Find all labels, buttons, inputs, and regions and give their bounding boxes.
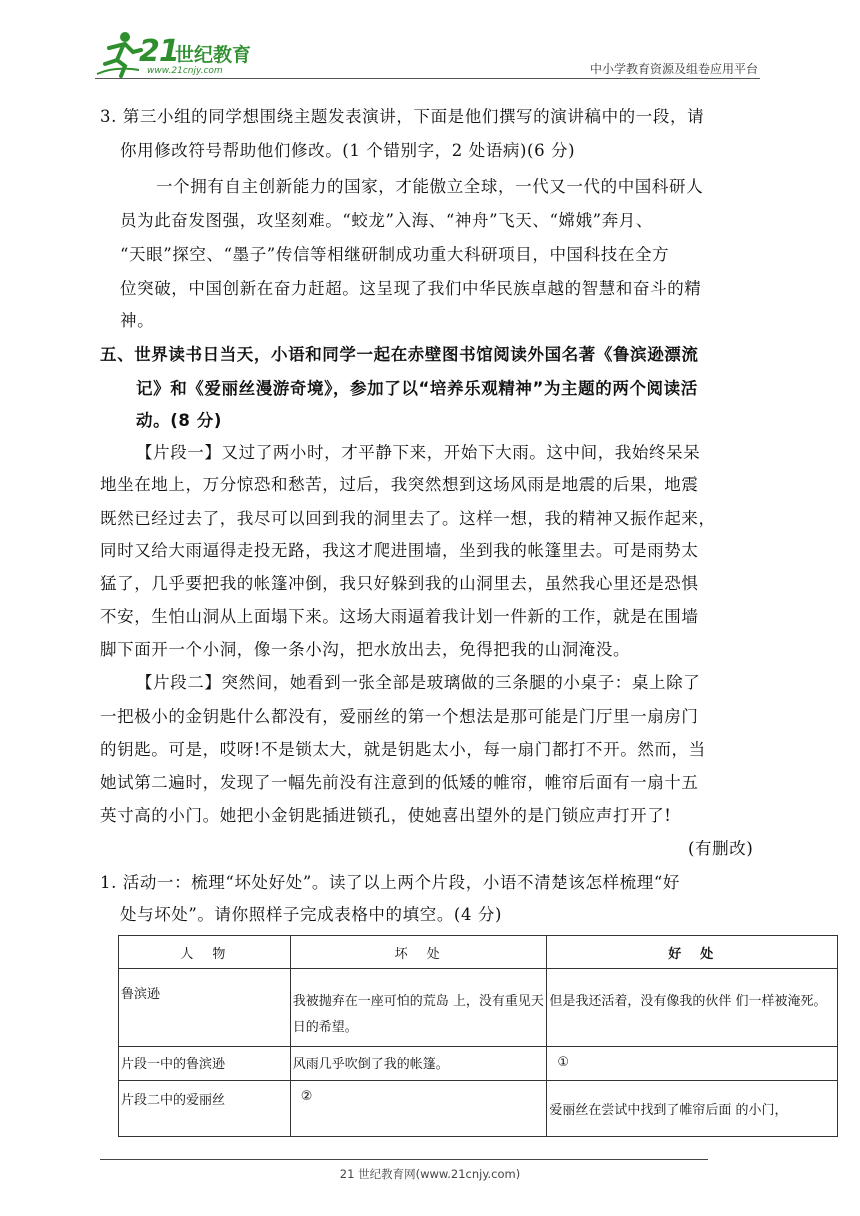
passage2-line: 【片段二】突然间，她看到一张全部是玻璃做的三条腿的小桌子：桌上除了 (136, 673, 701, 692)
blank-answer-1[interactable]: ① (547, 1047, 838, 1081)
table-cell: 鲁滨逊 (119, 969, 291, 1047)
passage2-line: 英寸高的小门。她把小金钥匙插进锁孔，使她喜出望外的是门锁应声打开了! (100, 806, 672, 825)
section5-heading: 五、世界读书日当天，小语和同学一起在赤壁图书馆阅读外国名著《鲁滨逊漂流 (100, 345, 699, 364)
passage1-line: 猛了，几乎要把我的帐篷冲倒，我只好躲到我的山洞里去，虽然我心里还是恐惧 (100, 574, 699, 593)
passage1-line: 【片段一】又过了两小时，才平静下来，开始下大雨。这中间，我始终呆呆 (136, 443, 701, 462)
table-cell: 片段一中的鲁滨逊 (119, 1047, 291, 1081)
page-header (95, 30, 760, 80)
platform-name: 中小学教育资源及组卷应用平台 (589, 62, 758, 76)
section5-heading: 记》和《爱丽丝漫游奇境》，参加了以“培养乐观精神”为主题的两个阅读活 (136, 379, 698, 398)
q3-body-line: “天眼”探空、“墨子”传信等相继研制成功重大科研项目，中国科技在全方 (120, 245, 670, 264)
passage1-line: 脚下面开一个小洞，像一条小沟，把水放出去，免得把我的山洞淹没。 (100, 640, 631, 659)
pros-cons-table (118, 935, 838, 1137)
q3-body-line: 员为此奋发图强，攻坚刻难。“蛟龙”入海、“神舟”飞天、“嫦娥”奔月、 (120, 211, 654, 230)
runner-logo-icon (95, 30, 145, 78)
q3-body-line: 神。 (120, 311, 155, 330)
table-row (119, 969, 838, 1047)
passage2-line: 她试第二遍时，发现了一幅先前没有注意到的低矮的帷帘，帷帘后面有一扇十五 (100, 773, 699, 792)
passage2-line: 一把极小的金钥匙什么都没有，爱丽丝的第一个想法是那可能是门厅里一扇房门 (100, 707, 699, 726)
blank-answer-2[interactable]: ② (290, 1081, 547, 1137)
table-row (119, 1047, 838, 1081)
table-row (119, 1081, 838, 1137)
abridged-note: (有删改) (688, 839, 754, 858)
table-cell: 爱丽丝在尝试中找到了帷帘后面 的小门， (547, 1081, 838, 1137)
q3-line1: 3. 第三小组的同学想围绕主题发表演讲，下面是他们撰写的演讲稿中的一段，请 (100, 107, 705, 126)
table-cell: 片段二中的爱丽丝 (119, 1081, 291, 1137)
passage2-line: 的钥匙。可是，哎呀!不是锁太大，就是钥匙太小，每一扇门都打不开。然而，当 (100, 740, 706, 759)
passage1-line: 地坐在地上，万分惊恐和愁苦，过后，我突然想到这场风雨是地震的后果，地震 (100, 475, 699, 494)
passage1-line: 同时又给大雨逼得走投无路，我这才爬进围墙，坐到我的帐篷里去。可是雨势太 (100, 541, 699, 560)
passage1-line: 不安，生怕山洞从上面塌下来。这场大雨逼着我计划一件新的工作，就是在围墙 (100, 607, 699, 626)
logo-number: 21 (139, 34, 179, 69)
table-cell: 风雨几乎吹倒了我的帐篷。 (290, 1047, 547, 1081)
footer-divider (100, 1159, 708, 1160)
q1-line1: 1. 活动一：梳理“坏处好处”。读了以上两个片段，小语不清楚该怎样梳理“好 (100, 873, 680, 892)
footer-text: 21 世纪教育网(www.21cnjy.com) (339, 1167, 521, 1181)
table-cell: 我被抛弃在一座可怕的荒岛 上，没有重见天日的希望。 (290, 969, 547, 1047)
section5-heading: 动。(8 分) (136, 411, 223, 430)
q1-line2: 处与坏处”。请你照样子完成表格中的填空。(4 分) (120, 905, 503, 924)
logo-url: www.21cnjy.com (147, 66, 223, 76)
header-divider (95, 78, 760, 79)
column-header-bad: 坏 处 (290, 936, 547, 969)
column-header-person: 人 物 (119, 936, 291, 969)
column-header-good: 好 处 (547, 936, 838, 969)
q3-line2: 你用修改符号帮助他们修改。(1 个错别字，2 处语病)(6 分) (120, 141, 576, 160)
q3-body-line: 位突破，中国创新在奋力赶超。这呈现了我们中华民族卓越的智慧和奋斗的精 (120, 279, 702, 298)
table-header-row (119, 936, 838, 969)
passage1-line: 既然已经过去了，我尽可以回到我的洞里去了。这样一想，我的精神又振作起来， (100, 509, 716, 528)
table-cell: 但是我还活着，没有像我的伙伴 们一样被淹死。 (547, 969, 838, 1047)
logo-text: 世纪教育 (175, 44, 252, 66)
site-logo (95, 30, 265, 78)
q3-body-line: 一个拥有自主创新能力的国家，才能傲立全球，一代又一代的中国科研人 (156, 177, 704, 196)
